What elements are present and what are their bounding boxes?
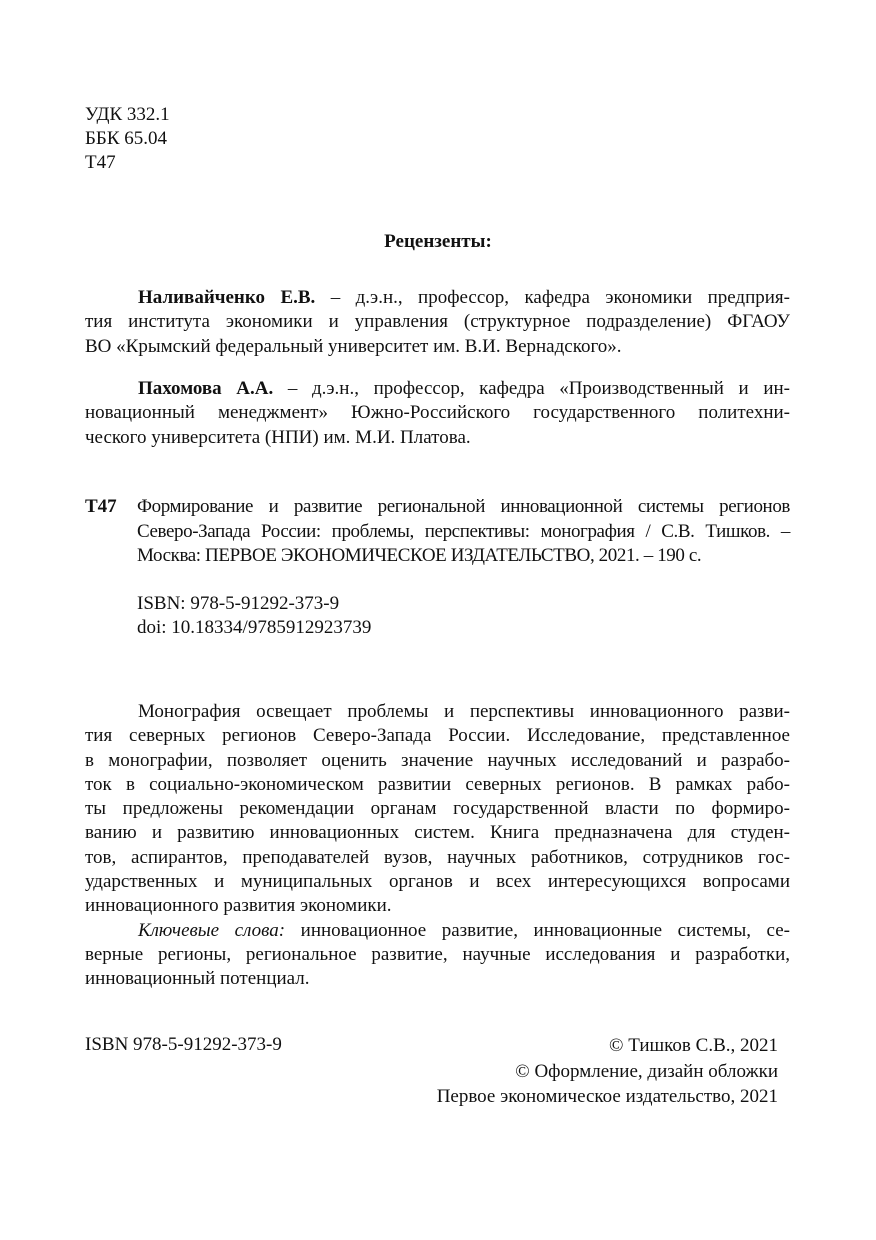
keywords-line-3: инновационный потенциал. (85, 968, 310, 990)
bibliographic-line-3: Москва: ПЕРВОЕ ЭКОНОМИЧЕСКОЕ ИЗДАТЕЛЬСТВО, 2021. – 190 с. (137, 545, 702, 566)
bbk-code: ББК 65.04 (85, 128, 167, 149)
reviewer-2-line-2: новационный менеджмент» Южно-Российского государственного политехни- (85, 402, 790, 424)
abstract-line: ток в социально-экономическом развитии северных регионов. В рамках рабо- (85, 773, 790, 795)
abstract-line: тия северных регионов Северо-Запада России. Исследование, представленное (85, 725, 790, 747)
reviewer-1-line-1: Наливайченко Е.В. – д.э.н., профессор, кафедра экономики предприя- (138, 287, 790, 308)
abstract-line: ванию и развитию инновационных систем. Книга предназначена для студен- (85, 822, 790, 844)
abstract (85, 700, 790, 992)
keywords-label: Ключевые слова: (138, 919, 286, 941)
bibliographic-line-1: Формирование и развитие региональной инновационной системы регионов (137, 496, 790, 517)
udk-code: УДК 332.1 (85, 104, 170, 125)
identifiers (137, 592, 371, 640)
reviewer-1-line-2: тия института экономики и управления (структурное подразделение) ФГАОУ (85, 311, 790, 333)
bibliographic-code: Т47 (85, 496, 117, 517)
classification-codes (85, 103, 170, 175)
copyright-design: © Оформление, дизайн обложки (515, 1060, 778, 1082)
author-mark: Т47 (85, 152, 116, 173)
abstract-line: ударственных и муниципальных органов и всех интересующихся вопросами (85, 871, 790, 893)
abstract-line: в монографии, позволяет оценить значение научных исследований и разрабо- (85, 749, 790, 771)
reviewers-heading: Рецензенты: (384, 231, 492, 252)
reviewer-1-line-3: ВО «Крымский федеральный университет им. В.И. Вернадского». (85, 335, 622, 357)
reviewer-1 (85, 286, 790, 359)
footer-isbn: ISBN 978-5-91292-373-9 (85, 1034, 282, 1055)
reviewer-2-name: Пахомова А.А. (138, 378, 274, 399)
bibliographic-record (137, 495, 790, 569)
copyright-author: © Тишков С.В., 2021 (609, 1035, 778, 1056)
keywords-line-1: Ключевые слова: инновационное развитие, инновационные системы, се- (138, 919, 790, 941)
abstract-line: Монография освещает проблемы и перспективы инновационного разви- (138, 701, 790, 722)
reviewer-1-name: Наливайченко Е.В. (138, 287, 316, 308)
reviewer-2-line-3: ческого университета (НПИ) им. М.И. Платова. (85, 426, 471, 448)
keywords-line-2: верные регионы, региональное развитие, научные исследования и разработки, (85, 943, 790, 965)
doi-line: doi: 10.18334/9785912923739 (137, 617, 372, 638)
reviewer-2-line-1: Пахомова А.А. – д.э.н., профессор, кафедра «Производственный и ин- (138, 378, 790, 399)
abstract-line: ты предложены рекомендации органам государственной власти по формиро- (85, 798, 790, 820)
abstract-line: тов, аспирантов, преподавателей вузов, научных работников, сотрудников гос- (85, 846, 790, 868)
reviewer-2 (85, 377, 790, 450)
copyright-block (437, 1033, 778, 1110)
publisher-line: Первое экономическое издательство, 2021 (436, 1086, 778, 1107)
isbn-line: ISBN: 978-5-91292-373-9 (137, 593, 340, 614)
abstract-last-line: инновационного развития экономики. (85, 895, 392, 917)
bibliographic-line-2: Северо-Запада России: проблемы, перспективы: монография / С.В. Тишков. – (137, 520, 790, 542)
